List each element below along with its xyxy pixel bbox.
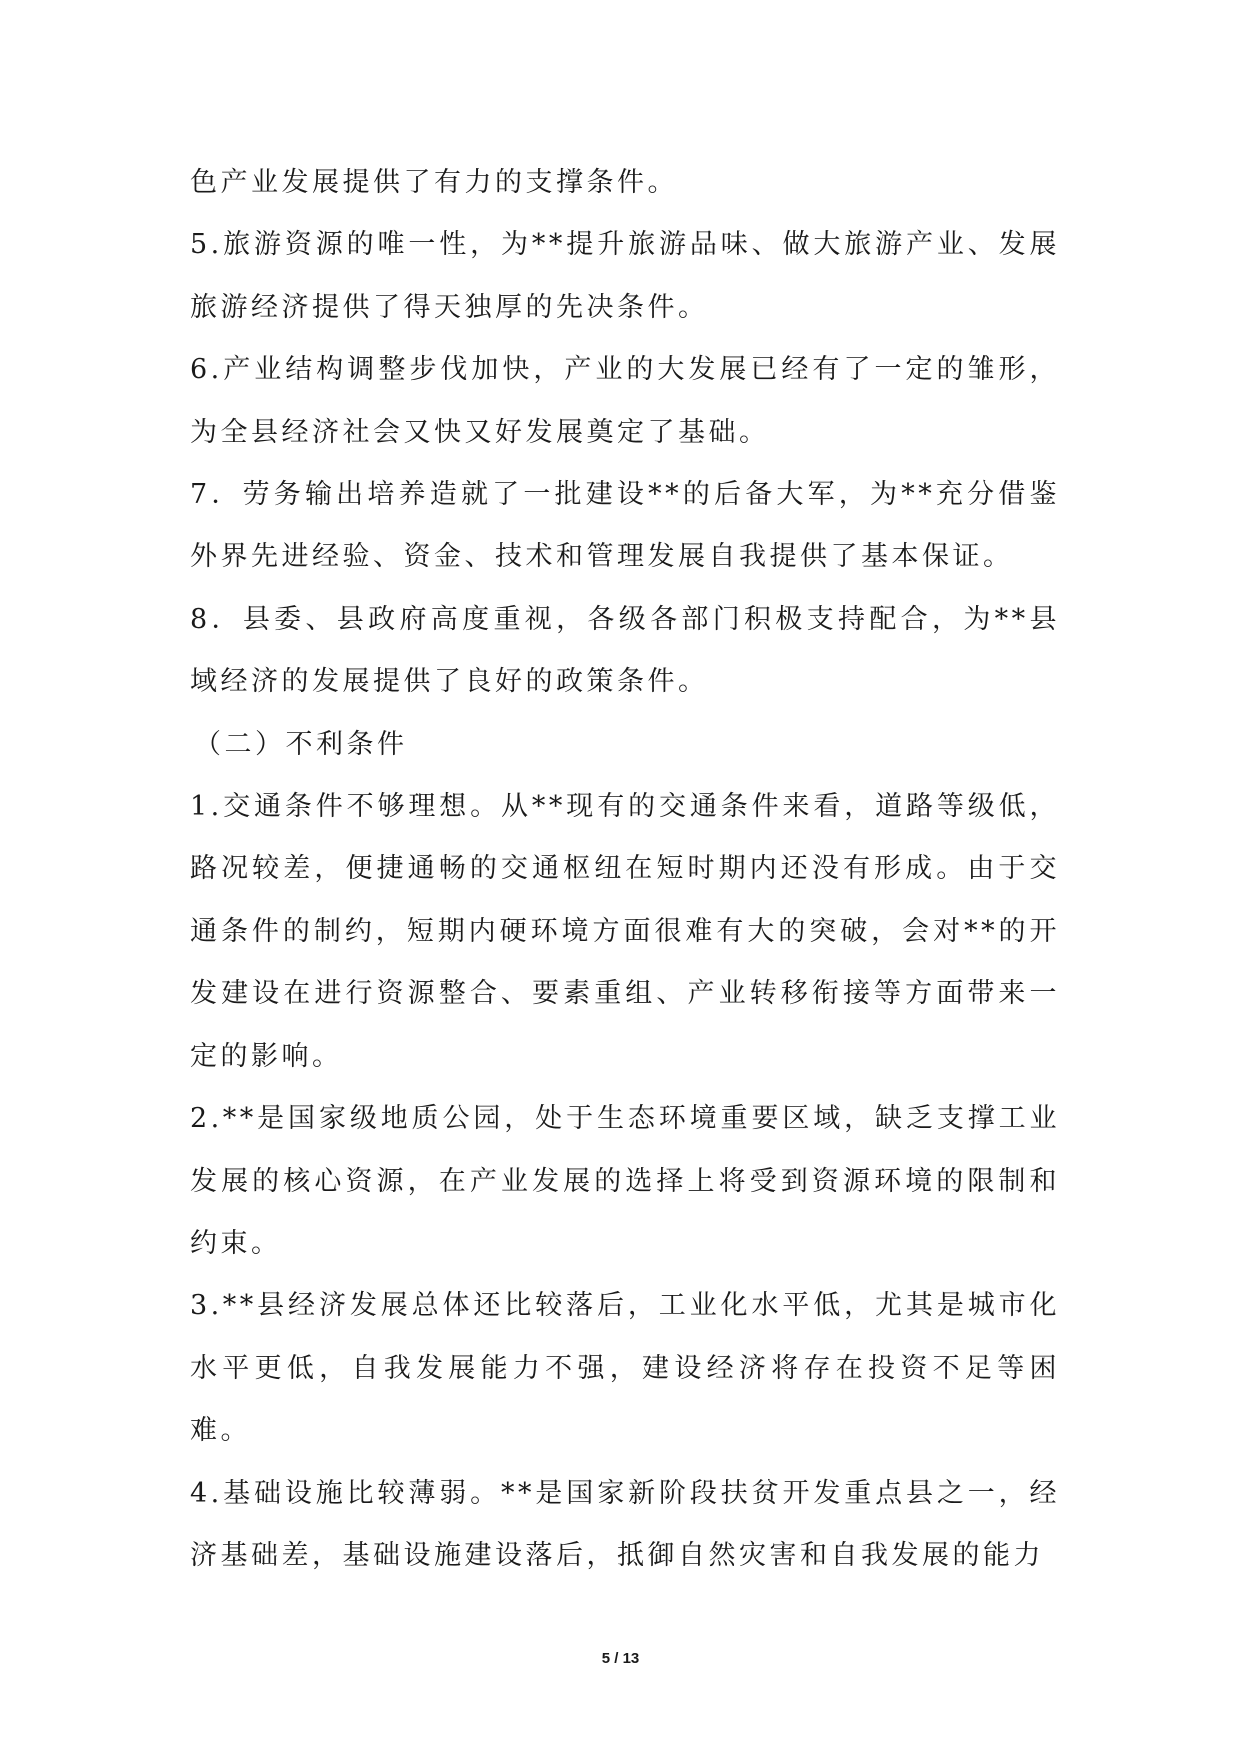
paragraph-item-3: 3.**县经济发展总体还比较落后，工业化水平低，尤其是城市化水平更低，自我发展能力不强，建设经济将存在投资不足等困难。 bbox=[190, 1290, 1060, 1447]
paragraph-item-7: 7．劳务输出培养造就了一批建设**的后备大军，为**充分借鉴外界先进经验、资金、技术和管理发展自我提供了基本保证。 bbox=[190, 479, 1060, 573]
section-heading-unfavorable-conditions: （二）不利条件 bbox=[194, 728, 408, 760]
paragraph-item-4: 4.基础设施比较薄弱。**是国家新阶段扶贫开发重点县之一，经济基础差，基础设施建设落后，抵御自然灾害和自我发展的能力 bbox=[190, 1477, 1060, 1571]
paragraph-item-5: 5.旅游资源的唯一性，为**提升旅游品味、做大旅游产业、发展旅游经济提供了得天独厚的先决条件。 bbox=[190, 229, 1060, 323]
page-number: 5 / 13 bbox=[601, 1650, 640, 1667]
paragraph-item-6: 6.产业结构调整步伐加快，产业的大发展已经有了一定的雏形，为全县经济社会又快又好发展奠定了基础。 bbox=[190, 354, 1060, 448]
paragraph-continuation: 色产业发展提供了有力的支撑条件。 bbox=[190, 167, 678, 198]
paragraph-item-2: 2.**是国家级地质公园，处于生态环境重要区域，缺乏支撑工业发展的核心资源，在产业发展的选择上将受到资源环境的限制和约束。 bbox=[190, 1103, 1060, 1259]
paragraph-item-1: 1.交通条件不够理想。从**现有的交通条件来看，道路等级低，路况较差，便捷通畅的交通枢纽在短时期内还没有形成。由于交通条件的制约，短期内硬环境方面很难有大的突破，会对**的开发建设在进行资源整合、要素重组、产业转移衔接等方面带来一定的影响。 bbox=[190, 791, 1060, 1072]
document-body bbox=[190, 152, 1060, 1587]
paragraph-item-8: 8．县委、县政府高度重视，各级各部门积极支持配合，为**县域经济的发展提供了良好的政策条件。 bbox=[190, 603, 1060, 698]
